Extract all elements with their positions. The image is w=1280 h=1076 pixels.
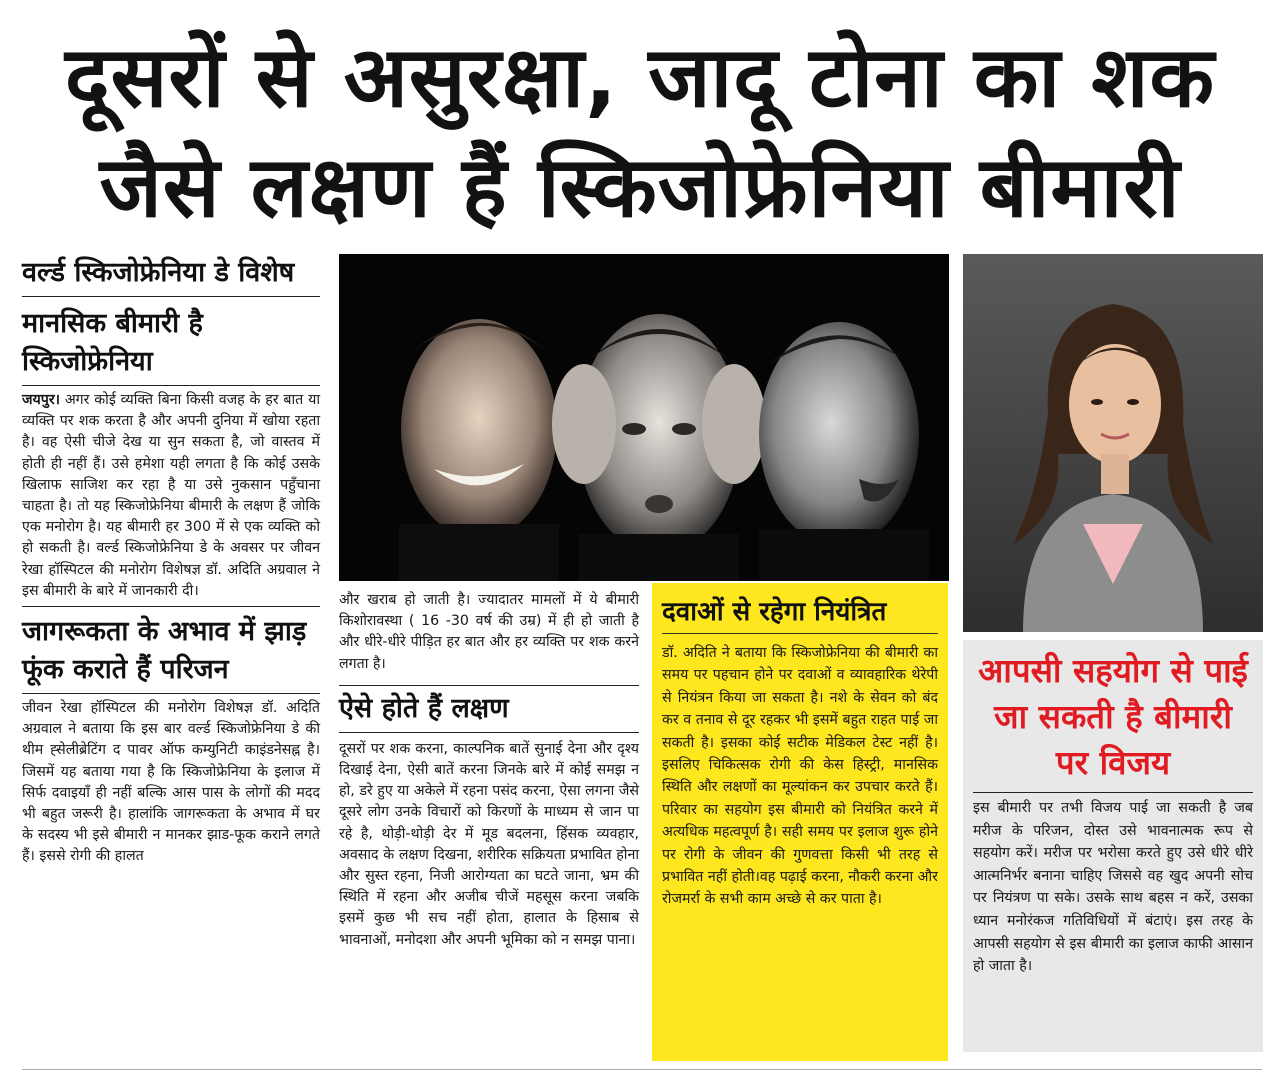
highlight-box-treatment (652, 583, 948, 1061)
quote-heading: आपसी सहयोग से पाई जा सकती है बीमारी पर विजय (978, 651, 1248, 782)
column-1 (22, 254, 320, 868)
dateline: जयपुर। (22, 392, 60, 408)
section-heading-treatment: दवाओं से रहेगा नियंत्रित (662, 597, 887, 627)
article-paragraph-support: इस बीमारी पर तभी विजय पाई जा सकती है जब मरीज के परिजन, दोस्त उसे भावनात्मक रूप से सहयोग करें। मरीज पर भरोसा करते हुए उसे धीरे धीरे आत्मनिर्भर बनाना चाहिए जिससे वह खुद अपनी सोच पर नियंत्रण पा सके। उसके साथ बहस न करें, उसका ध्यान मनोरंकज गतिविधियों में बंटाएं। इस तरह के आपसी सहयोग से इस बीमारी का इलाज काफी आसान हो जाता है। (973, 800, 1253, 975)
headline-line-2: जैसे लक्षण हैं स्किजोफ्रेनिया बीमारी (99, 138, 1181, 236)
headline-line-1: दूसरों से असुरक्षा, जादू टोना का शक (64, 28, 1216, 126)
article-paragraph-continued: और खराब हो जाती है। ज्यादातर मामलों में ये बीमारी किशोरावस्था ( 16 -30 वर्ष की उम्र) में ही हो जाती है और धीरे-धीरे पीड़ित हर बात और हर व्यक्ति पर शक करने लगता है। (339, 592, 639, 672)
section-heading-mental-illness: मानसिक बीमारी है स्किजोफ्रेनिया (22, 308, 203, 377)
intro-text: अगर कोई व्यक्ति बिना किसी वजह के हर बात या व्यक्ति पर शक करता है और अपनी दुनिया में खोया रहता है। वह ऐसी चीजे देख या सुन सकता है, जो वास्तव में होती ही नहीं हैं। उसे हमेशा यही लगता है कि कोई उसके खिलाफ साजिश कर रहा है या उसे नुकसान पहुँचाना चाहता है। तो यह स्किजोफ्रेनिया बीमारी के लक्षण हैं जोकि एक मनोरोग है। यह बीमारी हर 300 में से एक व्यक्ति को हो सकती है। वर्ल्ड स्किजोफ्रेनिया डे के अवसर पर जीवन रेखा हॉस्पिटल की मनोरोग विशेषज्ञ डॉ. अदिति अग्रवाल ने इस बीमारी के बारे में जानकारी दी। (22, 392, 320, 599)
divider (973, 792, 1253, 793)
section-heading-symptoms: ऐसे होते हैं लक्षण (339, 692, 509, 724)
divider (22, 296, 320, 297)
article-paragraph-treatment: डॉ. अदिति ने बताया कि स्किजोफ्रेनिया की बीमारी का समय पर पहचान होने पर दवाओं व व्यावहारिक थेरेपी से नियंत्रन किया जा सकता है। नशे के सेवन को बंद कर व तनाव से दूर रहकर भी इसमें बहुत राहत पाई जा सकती है। इसका कोई सटीक मेडिकल टेस्ट नहीं है। इसलिए चिकित्सक रोगी की केस हिस्ट्री, मानसिक स्थिति और लक्षणों का मूल्यांकन कर उपचार करते हैं। परिवार का सहयोग इस बीमारी को नियंत्रित करने में अत्यधिक महत्वपूर्ण है। सही समय पर इलाज शुरू होने पर रोगी के जीवन की गुणवत्ता किसी भी तरह से प्रभावित नहीं होती।वह पढ़ाई करना, नौकरी करना और रोजमर्रा के सभी काम अच्छे से कर पाता है। (662, 645, 938, 908)
divider (662, 633, 938, 634)
divider (22, 693, 320, 694)
bottom-divider (22, 1069, 1262, 1070)
column-4 (963, 640, 1263, 1060)
divider (339, 732, 639, 733)
article-paragraph-symptoms: दूसरों पर शक करना, काल्पनिक बातें सुनाई देना और दृश्य दिखाई देना, ऐसी बातें करना जिनके बारे में कोई समझ न हो, डरे हुए या अकेले में रहना पसंद करना, ऐसा लगना जैसे दूसरे लोग उनके विचारों को किरणों के माध्यम से जान पा रहे है, थोड़ी-थोड़ी देर में मूड बदलना, हिंसक व्यवहार, अवसाद के लक्षण दिखना, शरीरिक सक्रियता प्रभावित होना और सुस्त रहना, निजी आरोग्यता का घटते जाना, भ्रम की स्थिति में रहना और अजीब चीजें महसूस करना जबकि इसमें कुछ भी सच नहीं होता, हालात के हिसाब से भावनाओं, मनोदशा और अपनी भूमिका को न समझ पाना। (339, 740, 639, 948)
three-faces-photo (339, 254, 949, 581)
article-paragraph-awareness: जीवन रेखा हॉस्पिटल की मनोरोग विशेषज्ञ डॉ. अदिति अग्रवाल ने बताया कि इस बार वर्ल्ड स्किजोफ्रेनिया डे की थीम ह्सेलीब्रेटिंग द पावर ऑफ कम्युनिटी काइंडनेसह्न है। जिसमें यह बताया गया है कि स्किजोफ्रेनिया के इलाज में सिर्फ दवाइयाँ ही नहीं बल्कि आस पास के लोगों की मदद भी बहुत जरूरी है। हालांकि जागरूकता के अभाव में घर के सदस्य भी इसे बीमारी न मानकर झाड-फूक कराने लगते हैं। इससे रोगी की हालत (22, 700, 320, 865)
quote-box (963, 640, 1263, 1052)
three-faces-illustration (339, 254, 949, 581)
doctor-portrait-illustration (963, 254, 1263, 632)
kicker-heading: वर्ल्ड स्किजोफ्रेनिया डे विशेष (22, 257, 295, 288)
column-2 (339, 590, 639, 951)
divider (22, 385, 320, 386)
divider (22, 606, 320, 607)
article-paragraph-intro (22, 390, 320, 602)
section-heading-awareness: जागरूकता के अभाव में झाड़ फूंक कराते हैं परिजन (22, 616, 307, 686)
divider (339, 685, 639, 686)
doctor-portrait (963, 254, 1263, 632)
